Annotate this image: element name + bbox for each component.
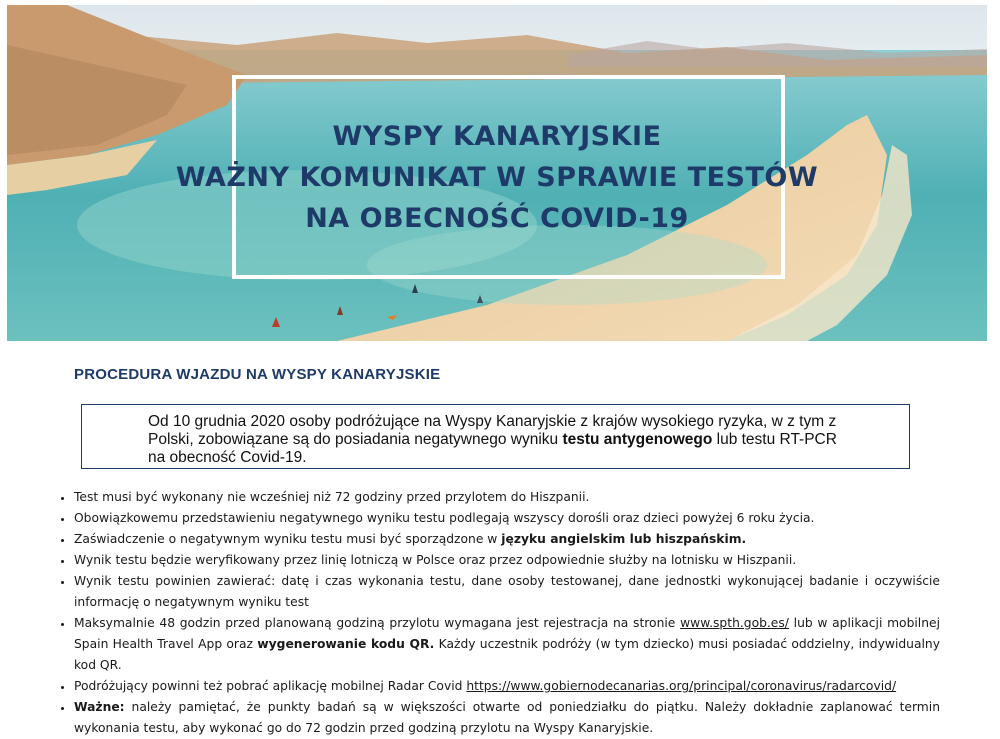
list-item: [74, 508, 940, 529]
rule-text: Test musi być wykonany nie wcześniej niż 72 godziny przed przylotem do Hiszpanii.: [74, 490, 590, 504]
list-item: [74, 613, 940, 676]
section-title: PROCEDURA WJAZDU NA WYSPY KANARYJSKIE: [74, 366, 441, 383]
list-item: [74, 676, 940, 697]
list-item: [74, 529, 940, 550]
hero-title-line-3: NA OBECNOŚĆ COVID-19: [305, 203, 689, 234]
rule-text: Wynik testu będzie weryfikowany przez linię lotniczą w Polsce oraz przez odpowiednie służby na lotnisku w Hiszpanii.: [74, 553, 797, 567]
rule-text: Każdy uczestnik podróży (w tym dziecko) musi posiadać oddzielny, indywidualny kod QR.: [74, 637, 940, 672]
rule-text: Obowiązkowemu przedstawieniu negatywnego wyniku testu podlegają wszyscy dorośli oraz dzieci powyżej 6 roku życia.: [74, 511, 815, 525]
radar-covid-link[interactable]: https://www.gobiernodecanarias.org/principal/coronavirus/radarcovid/: [466, 679, 897, 693]
rule-text: Wynik testu powinien zawierać: datę i czas wykonania testu, dane osoby testowanej, dane jednostki wykonującej badanie i oczywiście informację o negatywnym wyniku test: [74, 574, 940, 609]
rules-list: [56, 487, 940, 739]
rule-text: Zaświadczenie o negatywnym wyniku testu musi być sporządzone w: [74, 532, 502, 546]
rule-text: lub w aplikacji mobilnej Spain Health Travel App oraz: [74, 616, 940, 651]
spth-registration-link[interactable]: www.spth.gob.es/: [680, 616, 789, 630]
notice-text-part1: Od 10 grudnia 2020 osoby podróżujące na Wyspy Kanaryjskie z krajów wysokiego ryzyka, w z tym z Polski, zobowiązane są do posiadania negatywnego wyniku: [148, 413, 837, 448]
rule-text: Maksymalnie 48 godzin przed planowaną godziną przylotu wymagana jest rejestracja na stronie: [74, 616, 681, 630]
rule-bold-text: Ważne:: [74, 700, 125, 714]
notice-text-part2: lub testu RT-PCR na obecność Covid-19.: [148, 431, 837, 466]
hero-banner: [7, 5, 987, 341]
notice-text: [148, 413, 848, 467]
rule-bold-text: wygenerowanie kodu QR.: [257, 637, 435, 651]
list-item: [74, 571, 940, 613]
hero-title-line-2: WAŻNY KOMUNIKAT W SPRAWIE TESTÓW: [175, 162, 819, 193]
notice-box: [81, 404, 910, 469]
hero-title-line-1: WYSPY KANARYJSKIE: [332, 121, 662, 152]
list-item: [74, 550, 940, 571]
rule-text: Podróżujący powinni też pobrać aplikację mobilnej Radar Covid: [74, 679, 467, 693]
notice-text-bold: testu antygenowego: [562, 431, 713, 448]
hero-title: [127, 116, 867, 239]
rule-text: należy pamiętać, że punkty badań są w większości otwarte od poniedziałku do piątku. Należy dokładnie zaplanować termin wykonania testu, aby wykonać go do 72 godzin przed godziną przylotu na Wyspy Kanaryjskie.: [74, 700, 940, 735]
list-item: [74, 487, 940, 508]
rule-bold-text: języku angielskim lub hiszpańskim.: [501, 532, 747, 546]
list-item: [74, 697, 940, 739]
